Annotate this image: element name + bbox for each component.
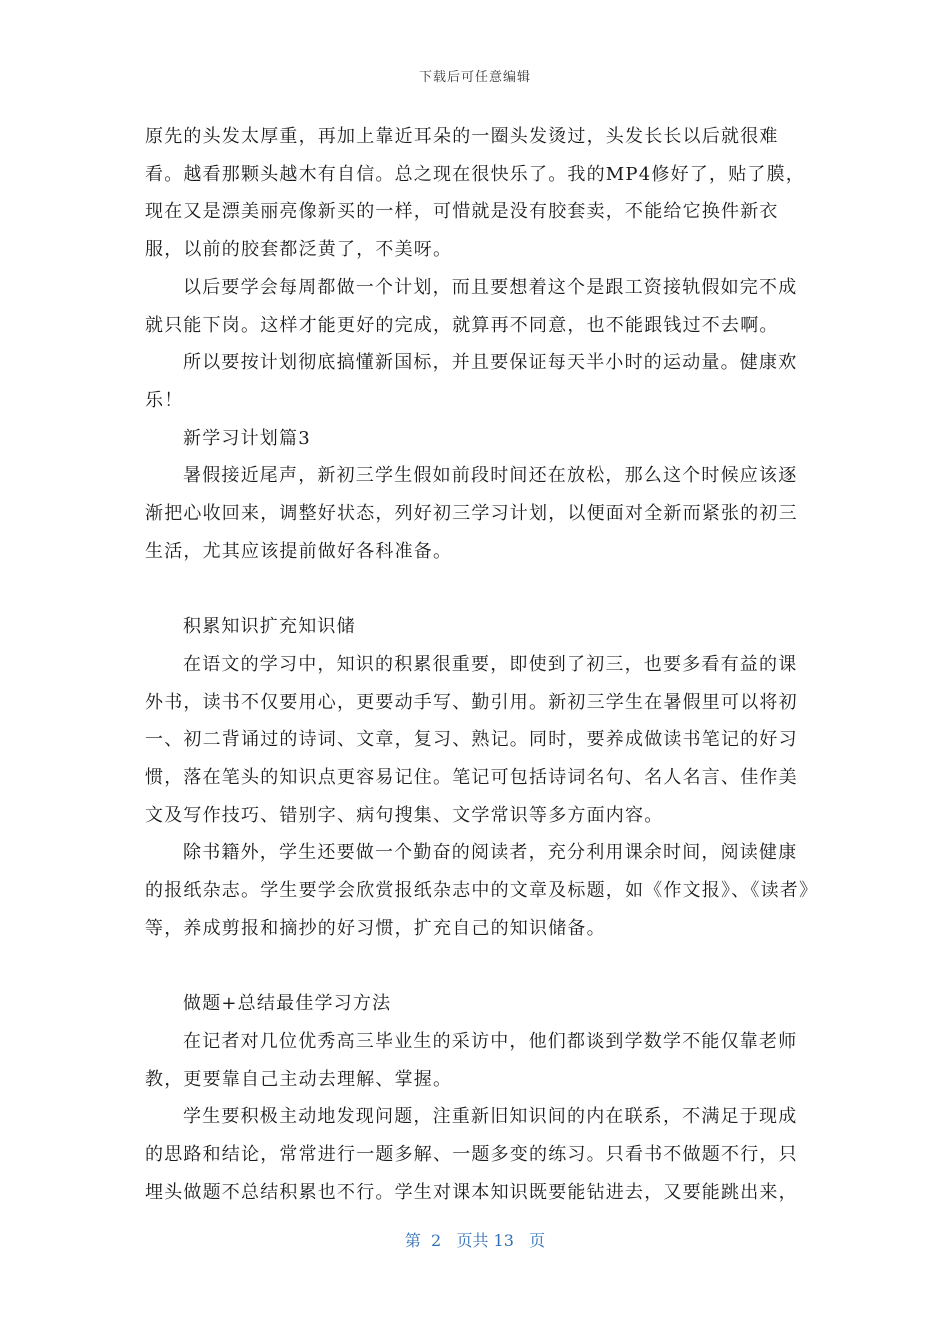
section-title-knowledge: 积累知识扩充知识储 [183, 616, 356, 638]
paragraph-problem-solving: 学生要积极主动地发现问题，注重新旧知识间的内在联系，不满足于现成的思路和结论，常常进行一题多解、一题多变的练习。只看书不做题不行，只埋头做题不总结积累也不行。学生对课本知识既要能钻进去，又要能跳出来， [145, 1106, 798, 1203]
section-title-plan-3: 新学习计划篇3 [183, 427, 311, 449]
section-title-practice: 做题+总结最佳学习方法 [183, 993, 392, 1015]
spacer [145, 570, 810, 608]
spacer [145, 947, 810, 985]
paragraph-hair: 原先的头发太厚重，再加上靠近耳朵的一圈头发烫过，头发长长以后就很难看。越看那颗头越木有自信。总之现在很快乐了。我的MP4修好了，贴了膜，现在又是漂美丽亮像新买的一样，可惜就是没有胶套卖，不能给它换件新衣服，以前的胶套都泛黄了，不美呀。 [145, 126, 805, 261]
paragraph-national-standard: 所以要按计划彻底搞懂新国标，并且要保证每天半小时的运动量。健康欢乐！ [145, 352, 798, 411]
paragraph-reading: 除书籍外，学生还要做一个勤奋的阅读者，充分利用课余时间，阅读健康的报纸杂志。学生要学会欣赏报纸杂志中的文章及标题，如《作文报》、《读者》等，养成剪报和摘抄的好习惯，扩充自己的知识储备。 [145, 842, 810, 939]
paragraph-interview: 在记者对几位优秀高三毕业生的采访中，他们都谈到学数学不能仅靠老师教，更要靠自己主动去理解、掌握。 [145, 1030, 798, 1090]
paragraph-summer-end: 暑假接近尾声，新初三学生假如前段时间还在放松，那么这个时候应该逐渐把心收回来，调整好状态，列好初三学习计划，以便面对全新而紧张的初三生活，尤其应该提前做好各科准备。 [145, 465, 798, 562]
paragraph-weekly-plan: 以后要学会每周都做一个计划，而且要想着这个是跟工资接轨假如完不成就只能下岗。这样才能更好的完成，就算再不同意，也不能跟钱过不去啊。 [145, 276, 798, 336]
page-header: 下载后可任意编辑 [418, 70, 531, 85]
paragraph-chinese-study: 在语文的学习中，知识的积累很重要，即使到了初三，也要多看有益的课外书，读书不仅要用心，更要动手写、勤引用。新初三学生在暑假里可以将初一、初二背诵过的诗词、文章，复习、熟记。同时，要养成做读书笔记的好习惯，落在笔头的知识点更容易记住。笔记可包括诗词名句、名人名言、佳作美文及写作技巧、错别字、病句搜集、文学常识等多方面内容。 [145, 653, 798, 826]
page-footer: 第 2 页共 13 页 [404, 1231, 546, 1250]
document-body [145, 118, 810, 1211]
